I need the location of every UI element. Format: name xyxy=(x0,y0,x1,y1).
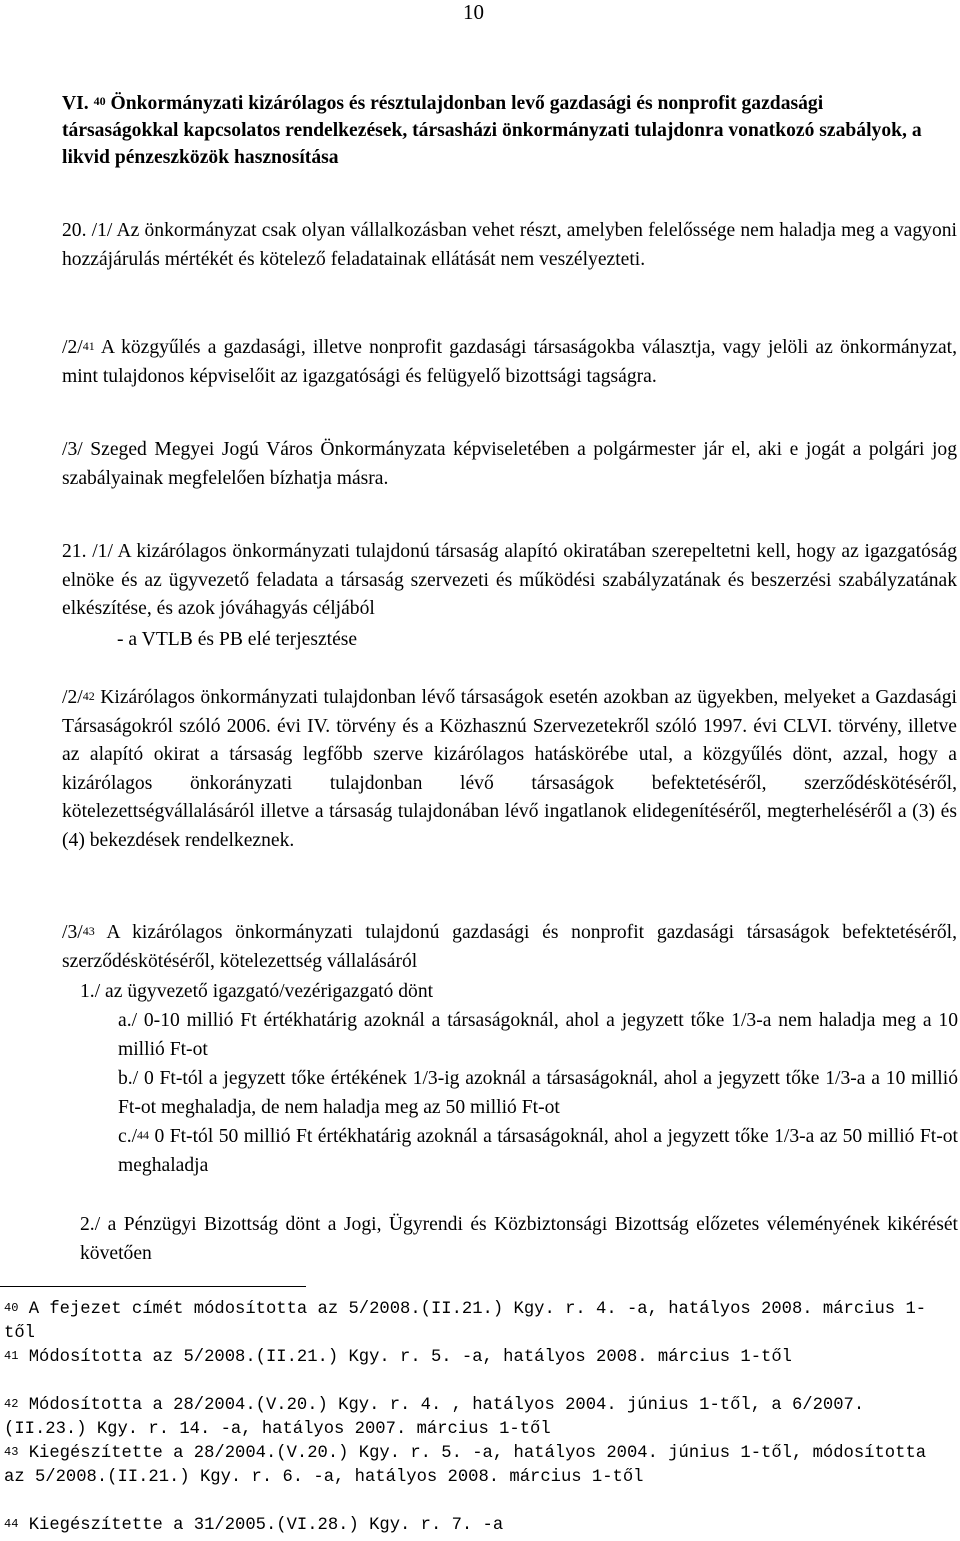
footnote-separator xyxy=(0,1286,306,1287)
section-20-paragraph-1: 20. /1/ Az önkormányzat csak olyan vállalkozásban vehet részt, amelyben felelőssége nem haladja meg a vagyoni hozzájárulás mértékét és kötelező feladatainak ellátását nem veszélyezteti. xyxy=(62,220,957,270)
footnote-ref: 42 xyxy=(82,689,95,703)
item-1: 1./ az ügyvezető igazgató/vezérigazgató dönt xyxy=(80,981,434,1002)
footnote-44: $^{44}$ Kiegészítette a 31/2005.(VI.28.) Kgy. r. 7. -a xyxy=(4,1516,504,1535)
footnote-43: $^{43}$ Kiegészítette a 28/2004.(V.20.) Kgy. r. 5. -a, hatályos 2004. június 1-től, módosította az 5/2008.(II.21.) Kgy. r. 6. -a, hatályos 2008. március 1-től xyxy=(4,1444,927,1487)
item-c: c./$^{44}$ 0 Ft-tól 50 millió Ft értékhatárig azoknál a társaságoknál, ahol a jegyzett tőke 1/3-a az 50 millió Ft-ot meghaladja xyxy=(118,1126,958,1176)
section-21-paragraph-2: /2/$^{42}$ Kizárólagos önkormányzati tulajdonban lévő társaságok esetén azokban az ügyekben, melyeket a Gazdasági Társaságokról szóló 2006. évi IV. törvény és a Közhasznú Szervezetekről szóló 1997. évi CLVI. törvény, illetve az alapító okirat a társaság legfőbb szerve kizárólagos hatáskörébe utal, a közgyűlés dönt, azzal, hogy a kizárólagos önkorányzati tulajdonban lévő társaságok befektetéséről, szerződéskötéséről, kötelezettségvállalásáról illetve a társaság tulajdonában lévő ingatlanok elidegenítéséről, megterheléséről a (3) és (4) bekezdések rendelkeznek. xyxy=(62,687,957,851)
section-21-paragraph-3: /3/$^{43}$ A kizárólagos önkormányzati tulajdonú gazdasági és nonprofit gazdasági társaságok befektetéséről, szerződéskötéséről, kötelezettség vállalásáról xyxy=(62,922,957,972)
footnote-41: $^{41}$ Módosította az 5/2008.(II.21.) Kgy. r. 5. -a, hatályos 2008. március 1-től xyxy=(4,1348,792,1367)
section-20-paragraph-2: /2/$^{41}$ A közgyűlés a gazdasági, illetve nonprofit gazdasági társaságokba választja, vagy jelöli az önkormányzat, mint tulajdonos képviselőit az igazgatósági és felügyelő bizottsági tagságra. xyxy=(62,337,957,387)
footnote-ref: 41 xyxy=(82,339,95,353)
item-a: a./ 0-10 millió Ft értékhatárig azoknál a társaságoknál, ahol a jegyzett tőke 1/3-a nem haladja meg a 10 millió Ft-ot xyxy=(118,1010,958,1060)
footnote-ref: 40 xyxy=(93,94,106,108)
chapter-number: VI. xyxy=(62,93,89,114)
footnote-ref: 44 xyxy=(137,1128,150,1142)
item-2: 2./ a Pénzügyi Bizottság dönt a Jogi, Ügyrendi és Közbiztonsági Bizottság előzetes véleményének kikérését követően xyxy=(80,1214,958,1264)
footnote-ref: 43 xyxy=(82,924,95,938)
section-20-paragraph-3: /3/ Szeged Megyei Jogú Város Önkormányzata képviseletében a polgármester jár el, aki e jogát a polgári jog szabályainak megfelelően bízhatja másra. xyxy=(62,439,957,489)
footnote-40: $^{40}$ A fejezet címét módosította az 5/2008.(II.21.) Kgy. r. 4. -a, hatályos 2008. március 1-től xyxy=(4,1300,927,1343)
chapter-heading xyxy=(62,90,942,171)
item-b: b./ 0 Ft-tól a jegyzett tőke értékének 1/3-ig azoknál a társaságoknál, ahol a jegyzett tőke 1/3-a a 10 millió Ft-ot meghaladja, de nem haladja meg az 50 millió Ft-ot xyxy=(118,1068,958,1118)
footnote-42: $^{42}$ Módosította a 28/2004.(V.20.) Kgy. r. 4. , hatályos 2004. június 1-től, a 6/2007.(II.23.) Kgy. r. 14. -a, hatályos 2007. március 1-től xyxy=(4,1396,865,1439)
section-21-paragraph-1: 21. /1/ A kizárólagos önkormányzati tulajdonú társaság alapító okiratában szerepeltetni kell, hogy az igazgatóság elnöke és az ügyvezető feladata a társaság szervezeti és működési szabályzatának és beszerzési szabályzatának elkészítése, és azok jóváhagyás céljából xyxy=(62,541,957,619)
chapter-title: Önkormányzati kizárólagos és résztulajdonban levő gazdasági és nonprofit gazdasági társaságokkal kapcsolatos rendelkezések, társasházi önkormányzati tulajdonra vonatkozó szabályok, a likvid pénzeszközök hasznosítása xyxy=(62,93,922,168)
section-21-list-item: - a VTLB és PB elé terjesztése xyxy=(117,629,358,650)
page-number: 10 xyxy=(463,0,484,24)
